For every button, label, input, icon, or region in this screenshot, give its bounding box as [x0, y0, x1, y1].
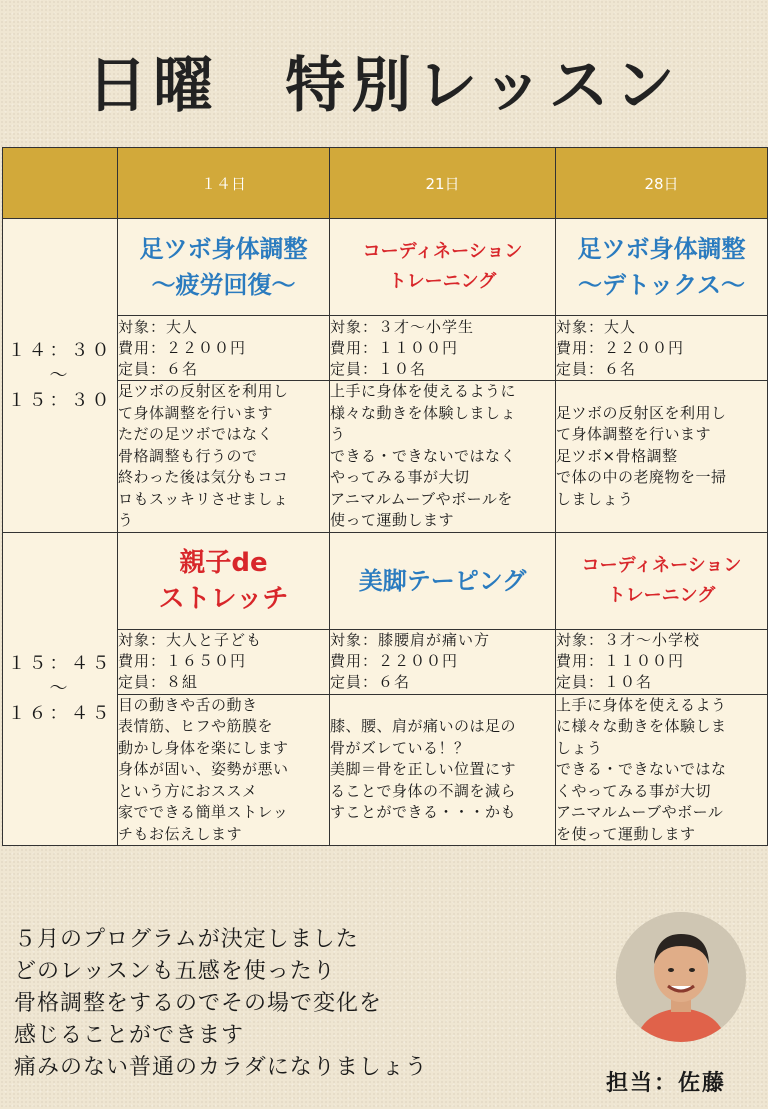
description-line: 動かし身体を楽にします	[118, 738, 289, 757]
description-line: 足ツボの反射区を利用し	[556, 403, 727, 422]
lesson-name	[556, 532, 768, 629]
description-line: できる・できないではなく	[330, 446, 517, 465]
description-line: 終わった後は気分もココ	[118, 468, 289, 486]
lesson-name-line: トレーニング	[607, 584, 716, 606]
lesson-name-line: 足ツボ身体調整	[139, 235, 308, 263]
info-line: 定員：１０名	[556, 673, 653, 691]
lesson-description	[330, 381, 556, 533]
info-line: 対象：大人	[118, 317, 199, 336]
description-line: に様々な動きを体験しま	[556, 717, 727, 735]
description-line: 上手に身体を使えるよう	[556, 695, 727, 714]
description-line: 使って運動します	[330, 511, 455, 529]
info-line: 対象：膝腰肩が痛い方	[330, 631, 491, 649]
lesson-desc-row	[3, 381, 768, 533]
info-line: 対象：大人	[556, 317, 637, 336]
lesson-name-line: ～デトックス～	[577, 271, 746, 299]
description-line: 上手に身体を使えるように	[330, 382, 517, 400]
info-line: 費用：２２００円	[330, 652, 459, 670]
time-text: １６：４５	[7, 703, 113, 725]
description-line: 家でできる簡単ストレッ	[118, 803, 289, 821]
lesson-desc-row	[3, 694, 768, 846]
time-slot	[3, 219, 118, 533]
intro-line: ５月のプログラムが決定しました	[14, 927, 359, 952]
instructor-portrait	[616, 912, 746, 1042]
description-line: 骨格調整も行うので	[118, 446, 258, 465]
info-line: 定員：６名	[556, 359, 637, 378]
date-header-14: １４日	[118, 148, 330, 219]
lesson-name-line: 親子de	[179, 547, 268, 578]
description-line: を使って運動します	[556, 824, 696, 843]
page-title: 日曜 特別レッスン	[87, 51, 681, 121]
description-line: ただの足ツボではなく	[118, 425, 274, 443]
description-line: 様々な動きを体験しましょ	[330, 403, 517, 422]
info-line: 費用：１１００円	[330, 338, 459, 357]
description-line: やってみる事が大切	[330, 468, 470, 486]
description-line: 美脚＝骨を正しい位置にす	[330, 760, 517, 778]
info-line: 費用：１１００円	[556, 652, 685, 670]
description-line: て身体調整を行います	[118, 403, 274, 422]
description-line: アニマルムーブやボール	[556, 803, 724, 821]
instructor-photo	[616, 912, 746, 1042]
description-line: すことができる・・・かも	[330, 803, 517, 821]
lesson-name	[118, 532, 330, 629]
lesson-name-line: コーディネーション	[581, 554, 742, 576]
description-line: できる・できないではな	[556, 760, 727, 778]
lesson-name	[556, 219, 768, 316]
description-line: ロもスッキリさせましょ	[118, 489, 289, 508]
lesson-info	[330, 629, 556, 694]
time-text: １５：４５	[7, 653, 113, 675]
time-text: １４：３０	[7, 339, 113, 361]
info-line: 定員：６名	[330, 673, 411, 691]
lesson-description	[118, 381, 330, 533]
description-line: 表情筋、ヒフや筋膜を	[118, 717, 274, 735]
description-line: しましょう	[556, 489, 634, 508]
lesson-info-row	[3, 316, 768, 381]
description-line: う	[118, 511, 134, 529]
lesson-info	[118, 316, 330, 381]
time-text: １５：３０	[7, 389, 113, 411]
lesson-info	[330, 316, 556, 381]
description-line: という方におススメ	[118, 781, 258, 800]
description-line: 目の動きや舌の動き	[118, 695, 258, 714]
intro-line: 骨格調整をするのでその場で変化を	[14, 991, 383, 1016]
date-header-21: 21日	[330, 148, 556, 219]
lesson-name-line: ストレッチ	[158, 583, 289, 614]
lesson-name	[330, 532, 556, 629]
description-line: くやってみる事が大切	[556, 781, 712, 800]
info-line: 費用：２２００円	[118, 338, 247, 357]
schedule-table	[2, 147, 768, 846]
intro-line: 感じることができます	[14, 1023, 245, 1048]
description-line: 身体が固い、姿勢が悪い	[118, 760, 289, 778]
description-line: しょう	[556, 738, 603, 757]
time-text: ～	[49, 678, 71, 700]
description-line: 足ツボ×骨格調整	[556, 446, 678, 465]
lesson-info	[556, 629, 768, 694]
header-corner	[3, 148, 118, 219]
intro-line: 痛みのない普通のカラダになりましょう	[14, 1055, 428, 1080]
description-line: で体の中の老廃物を一掃	[556, 468, 727, 486]
description-line: アニマルムーブやボールを	[330, 489, 513, 508]
lesson-name-line: コーディネーション	[362, 241, 523, 262]
lesson-description	[330, 694, 556, 846]
lesson-info	[118, 629, 330, 694]
staff-label: 担当：佐藤	[606, 1071, 727, 1096]
description-line: 膝、腰、肩が痛いのは足の	[330, 717, 517, 735]
lesson-info-row	[3, 629, 768, 694]
lesson-name	[330, 219, 556, 316]
lesson-name-row	[3, 219, 768, 316]
lesson-description	[556, 381, 768, 533]
info-line: 対象：３才～小学校	[556, 631, 701, 649]
time-text: ～	[49, 364, 71, 386]
time-slot	[3, 532, 118, 846]
info-line: 定員：８組	[118, 673, 199, 691]
header-row	[3, 148, 768, 219]
lesson-name-row	[3, 532, 768, 629]
description-line: 骨がズレている！？	[330, 738, 470, 757]
info-line: 費用：１６５０円	[118, 652, 247, 670]
lesson-name	[118, 219, 330, 316]
lesson-name-line: 美脚テーピング	[358, 566, 527, 595]
lesson-description	[118, 694, 330, 846]
lesson-description	[556, 694, 768, 846]
description-line: 足ツボの反射区を利用し	[118, 382, 289, 400]
lesson-info	[556, 316, 768, 381]
description-line: ることで身体の不調を減ら	[330, 781, 517, 800]
info-line: 対象：３才～小学生	[330, 317, 475, 336]
info-line: 対象：大人と子ども	[118, 631, 263, 649]
info-line: 費用：２２００円	[556, 338, 685, 357]
description-line: う	[330, 425, 346, 443]
lesson-name-line: 足ツボ身体調整	[577, 235, 746, 263]
date-header-28: 28日	[556, 148, 768, 219]
intro-text	[14, 924, 428, 1084]
lesson-name-line: ～疲労回復～	[151, 271, 296, 299]
lesson-name-line: トレーニング	[388, 271, 497, 292]
info-line: 定員：６名	[118, 359, 199, 378]
intro-line: どのレッスンも五感を使ったり	[14, 959, 336, 984]
info-line: 定員：１０名	[330, 359, 427, 378]
description-line: て身体調整を行います	[556, 425, 712, 443]
description-line: チもお伝えします	[118, 824, 243, 843]
